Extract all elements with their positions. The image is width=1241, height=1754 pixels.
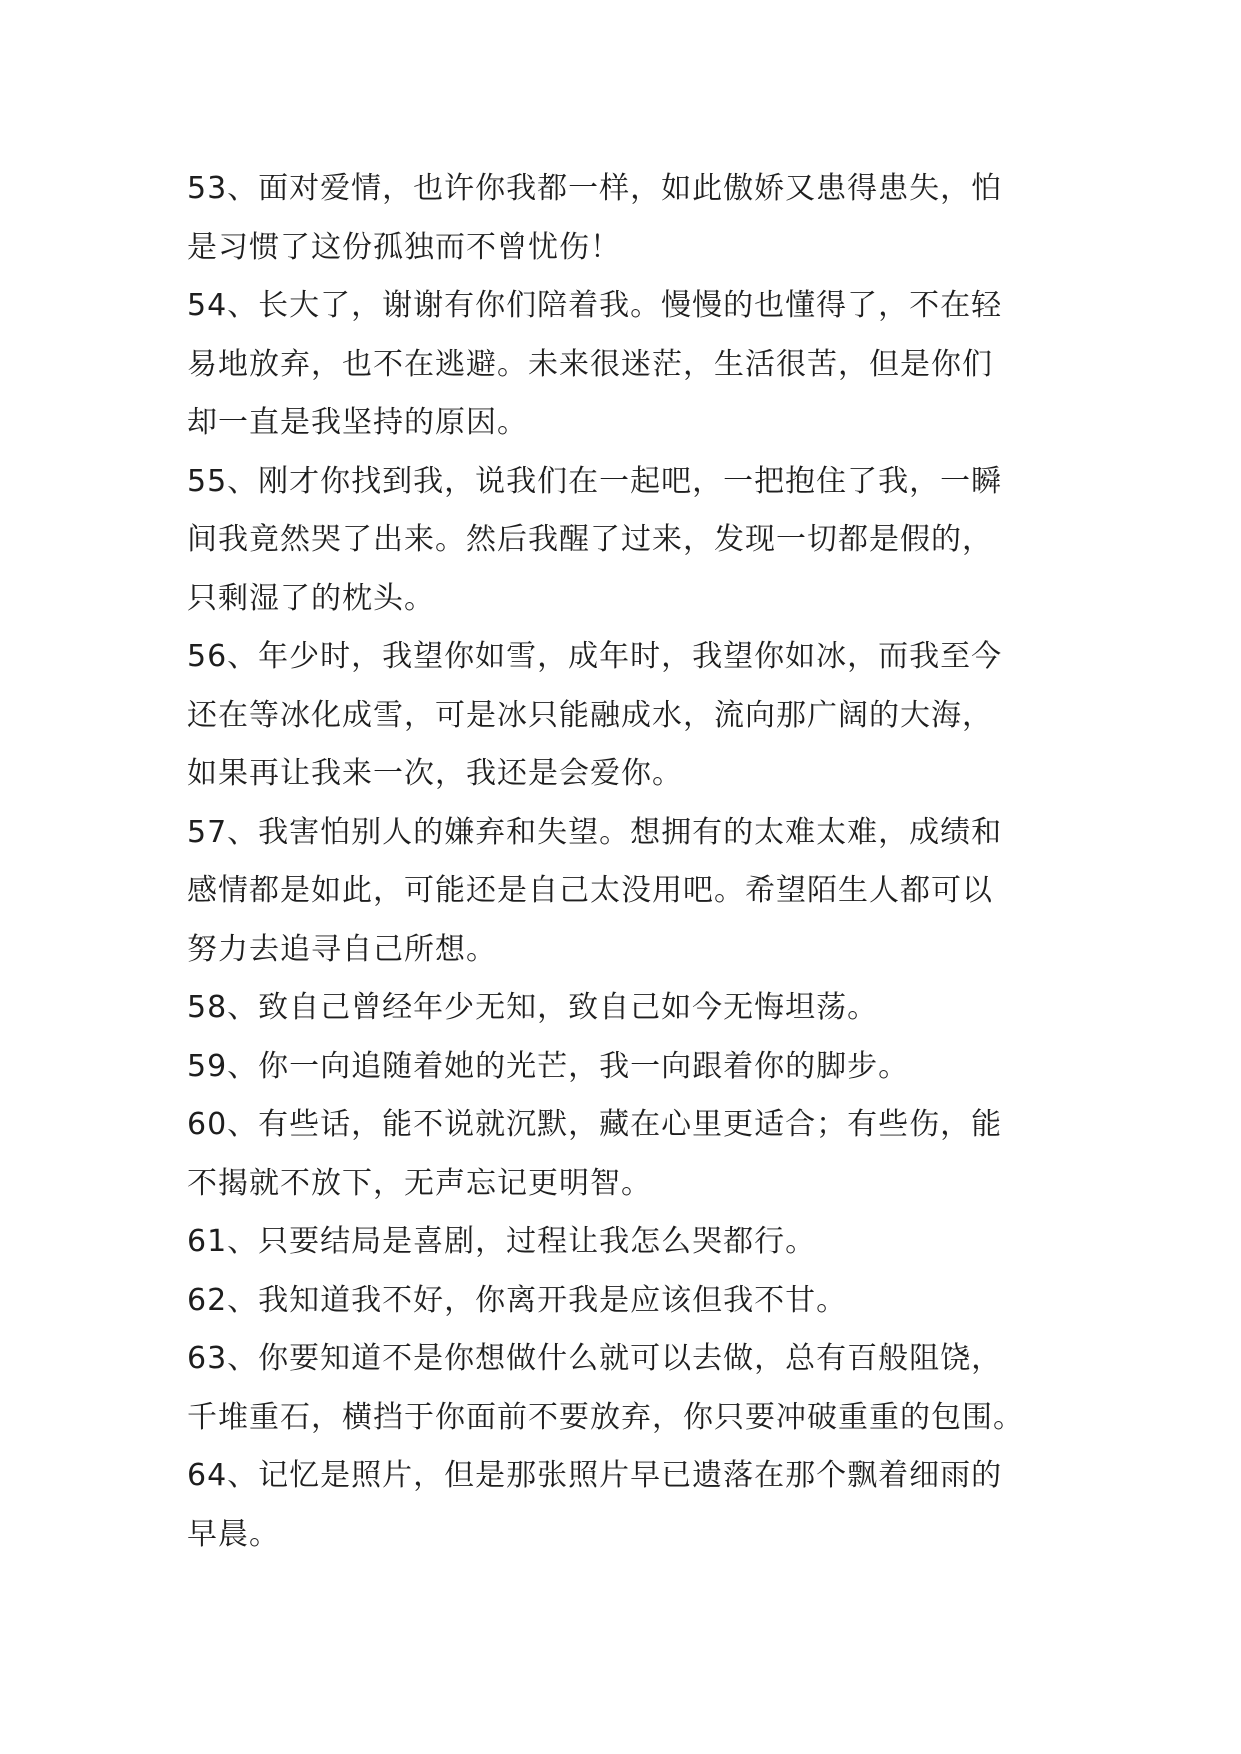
- paragraph-53: 53、面对爱情，也许你我都一样，如此傲娇又患得患失，怕 是习惯了这份孤独而不曾忧伤！: [187, 171, 1003, 265]
- paragraph-62: 62、我知道我不好，你离开我是应该但我不甘。: [187, 1282, 848, 1318]
- paragraph-64: 64、记忆是照片，但是那张照片早已遗落在那个飘着细雨的 早晨。: [187, 1458, 1003, 1552]
- paragraph-58: 58、致自己曾经年少无知，致自己如今无悔坦荡。: [187, 990, 879, 1025]
- paragraph-59: 59、你一向追随着她的光芒，我一向跟着你的脚步。: [187, 1048, 910, 1084]
- paragraph-54: 54、长大了，谢谢有你们陪着我。慢慢的也懂得了，不在轻 易地放弃，也不在逃避。未来很迷茫，生活很苦，但是你们 却一直是我坚持的原因。: [187, 288, 1003, 440]
- paragraph-57: 57、我害怕别人的嫌弃和失望。想拥有的太难太难，成绩和 感情都是如此，可能还是自己太没用吧。希望陌生人都可以 努力去追寻自己所想。: [187, 814, 1003, 967]
- paragraph-61: 61、只要结局是喜剧，过程让我怎么哭都行。: [187, 1224, 817, 1259]
- paragraph-56: 56、年少时，我望你如雪，成年时，我望你如冰，而我至今 还在等冰化成雪，可是冰只能融成水，流向那广阔的大海， 如果再让我来一次，我还是会爱你。: [187, 639, 1003, 791]
- paragraph-55: 55、刚才你找到我，说我们在一起吧，一把抱住了我，一瞬 间我竟然哭了出来。然后我醒了过来，发现一切都是假的， 只剩湿了的枕头。: [187, 463, 1003, 616]
- paragraph-63: 63、你要知道不是你想做什么就可以去做，总有百般阻饶， 千堆重石，横挡于你面前不要放弃，你只要冲破重重的包围。: [187, 1341, 1024, 1435]
- document-body: [187, 160, 1057, 1564]
- paragraph-60: 60、有些话，能不说就沉默，藏在心里更适合；有些伤，能 不揭就不放下，无声忘记更明智。: [187, 1107, 1003, 1201]
